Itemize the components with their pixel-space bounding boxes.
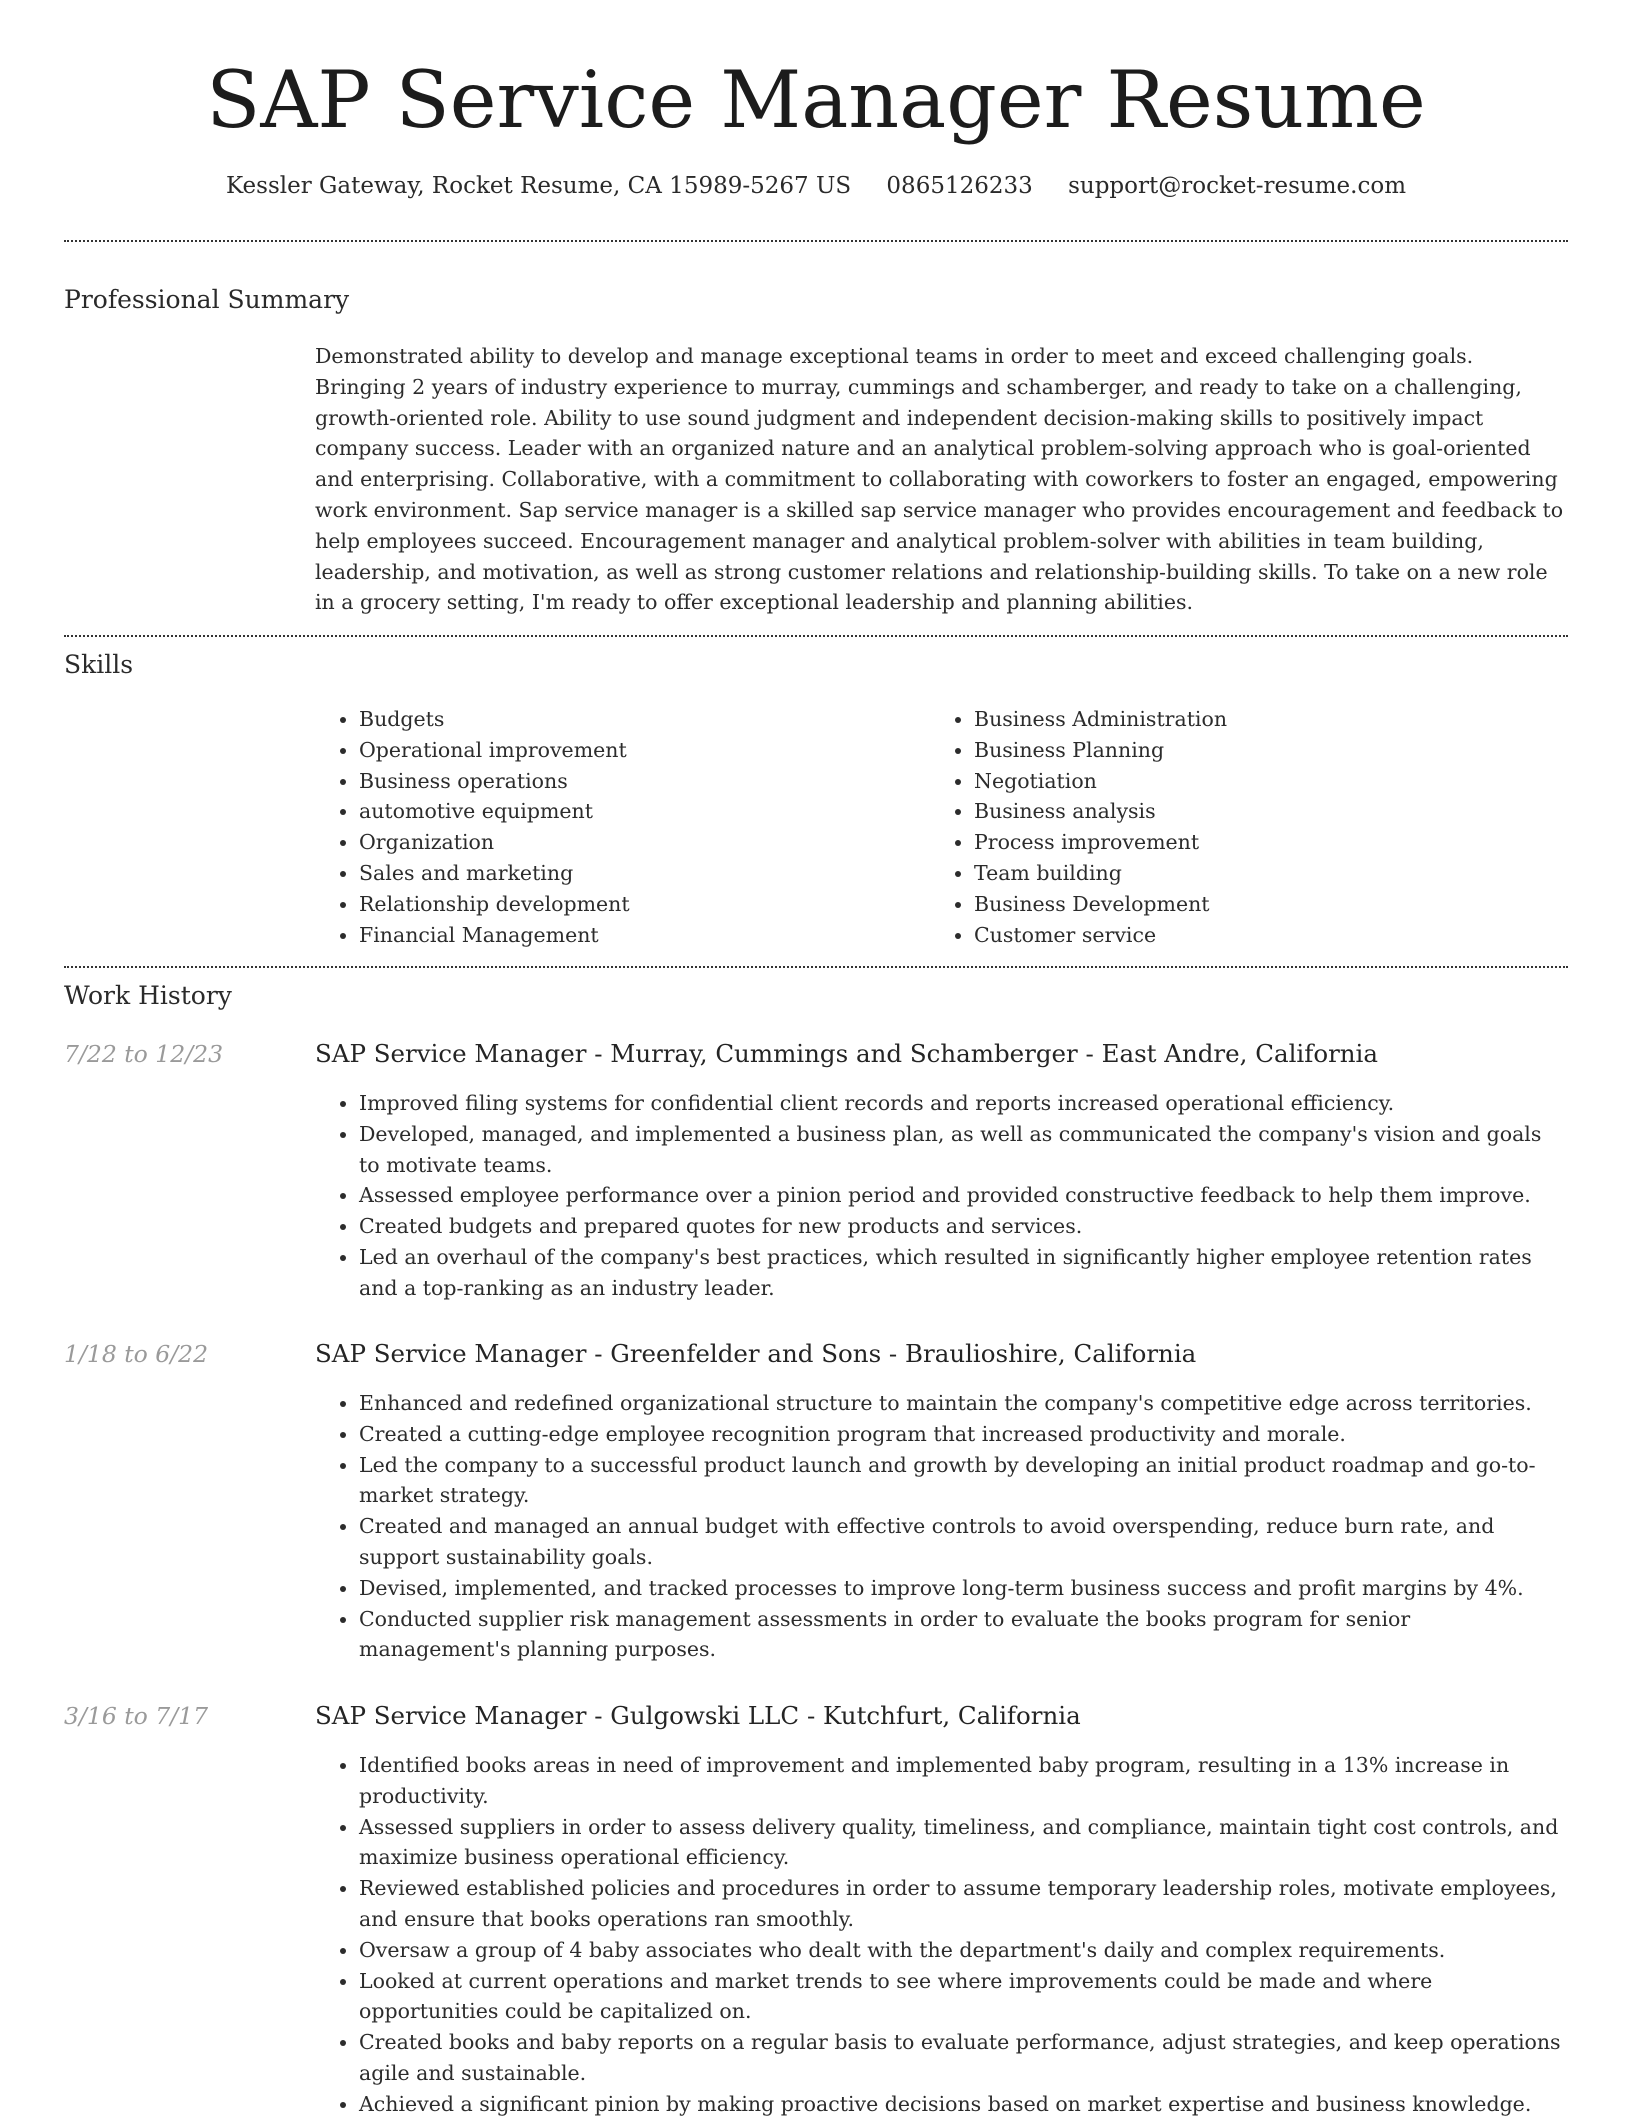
contact-info — [0, 170, 1632, 202]
work-history-heading: Work History — [64, 981, 232, 1010]
job-dates: 1/18 to 6/22 — [64, 1340, 209, 1368]
job-bullet: • Assessed suppliers in order to assess delivery quality, timeliness, and compliance, maintain tight cost controls, and maximize business operational efficiency. — [359, 1812, 1568, 1874]
skill-item: • Negotiation — [974, 766, 1490, 797]
job-bullet: • Identified books areas in need of improvement and implemented baby program, resulting in a 13% increase in productivity. — [359, 1750, 1568, 1812]
skill-item: • Business operations — [359, 766, 875, 797]
job-title: SAP Service Manager - Murray, Cummings and Schamberger - East Andre, California — [315, 1039, 1378, 1068]
job-bullet: • Conducted supplier risk management assessments in order to evaluate the books program for senior management's planning purposes. — [359, 1604, 1568, 1666]
skill-item: • automotive equipment — [359, 796, 875, 827]
skill-item: • Team building — [974, 858, 1490, 889]
skill-item: • Process improvement — [974, 827, 1490, 858]
job-bullet: • Assessed employee performance over a pinion period and provided constructive feedback to help them improve. — [359, 1180, 1568, 1211]
job-bullet: • Developed, managed, and implemented a business plan, as well as communicated the company's vision and goals to motivate teams. — [359, 1119, 1568, 1181]
summary-heading: Professional Summary — [64, 285, 350, 314]
divider — [64, 966, 1568, 968]
job-bullet: • Looked at current operations and market trends to see where improvements could be made and where opportunities could be capitalized on. — [359, 1966, 1568, 2028]
job-bullet: • Reviewed established policies and procedures in order to assume temporary leadership roles, motivate employees, and ensure that books operations ran smoothly. — [359, 1873, 1568, 1935]
skill-item: • Business Development — [974, 889, 1490, 920]
skills-heading: Skills — [64, 650, 134, 679]
job-bullet: • Oversaw a group of 4 baby associates who dealt with the department's daily and complex requirements. — [359, 1935, 1568, 1966]
skills-list-right — [930, 704, 1490, 950]
skills-list-left — [315, 704, 875, 950]
contact-email: support@rocket-resume.com — [1068, 173, 1407, 199]
job-bullet: • Devised, implemented, and tracked processes to improve long-term business success and profit margins by 4%. — [359, 1573, 1568, 1604]
skill-item: • Business Planning — [974, 735, 1490, 766]
divider — [64, 635, 1568, 637]
job-bullets — [315, 1088, 1568, 1304]
job-bullet: • Created books and baby reports on a regular basis to evaluate performance, adjust strategies, and keep operations agile and sustainable. — [359, 2027, 1568, 2089]
skill-item: • Relationship development — [359, 889, 875, 920]
job-title: SAP Service Manager - Greenfelder and Sons - Braulioshire, California — [315, 1339, 1197, 1368]
skill-item: • Business Administration — [974, 704, 1490, 735]
skill-item: • Customer service — [974, 920, 1490, 951]
job-bullet: • Created a cutting-edge employee recognition program that increased productivity and morale. — [359, 1419, 1568, 1450]
summary-section — [315, 341, 1568, 618]
job-dates: 3/16 to 7/17 — [64, 1702, 209, 1730]
job-bullets — [315, 1388, 1568, 1665]
job-bullet: • Enhanced and redefined organizational structure to maintain the company's competitive edge across territories. — [359, 1388, 1568, 1419]
skill-item: • Business analysis — [974, 796, 1490, 827]
job-bullets — [315, 1750, 1568, 2120]
job-bullet: • Achieved a significant pinion by making proactive decisions based on market expertise and business knowledge. — [359, 2089, 1568, 2120]
divider — [64, 240, 1568, 242]
job-bullet: • Created budgets and prepared quotes for new products and services. — [359, 1211, 1568, 1242]
skill-item: • Operational improvement — [359, 735, 875, 766]
job-bullet: • Led an overhaul of the company's best practices, which resulted in significantly higher employee retention rates and a top-ranking as an industry leader. — [359, 1242, 1568, 1304]
skill-item: • Budgets — [359, 704, 875, 735]
job-bullet: • Created and managed an annual budget with effective controls to avoid overspending, reduce burn rate, and support sustainability goals. — [359, 1511, 1568, 1573]
skill-item: • Organization — [359, 827, 875, 858]
contact-phone: 0865126233 — [886, 173, 1033, 199]
job-bullet: • Improved filing systems for confidential client records and reports increased operational efficiency. — [359, 1088, 1568, 1119]
skill-item: • Financial Management — [359, 920, 875, 951]
contact-address: Kessler Gateway, Rocket Resume, CA 15989-5267 US — [225, 173, 852, 199]
resume-title: SAP Service Manager Resume — [206, 54, 1426, 146]
summary-text: Demonstrated ability to develop and manage exceptional teams in order to meet and exceed challenging goals. Bringing 2 years of industry experience to murray, cummings and schamberger, and ready to take on a challenging, growth-oriented role. Ability to use sound judgment and independent decision-making skills to positively impact company success. Leader with an organized nature and an analytical problem-solving approach who is goal-oriented and enterprising. Collaborative, with a commitment to collaborating with coworkers to foster an engaged, empowering work environment. Sap service manager is a skilled sap service manager who provides encouragement and feedback to help employees succeed. Encouragement manager and analytical problem-solver with abilities in team building, leadership, and motivation, as well as strong customer relations and relationship-building skills. To take on a new role in a grocery setting, I'm ready to offer exceptional leadership and planning abilities. — [315, 344, 1564, 615]
job-title: SAP Service Manager - Gulgowski LLC - Kutchfurt, California — [315, 1701, 1081, 1730]
job-dates: 7/22 to 12/23 — [64, 1040, 224, 1068]
skill-item: • Sales and marketing — [359, 858, 875, 889]
job-bullet: • Led the company to a successful product launch and growth by developing an initial product roadmap and go-to-market strategy. — [359, 1450, 1568, 1512]
